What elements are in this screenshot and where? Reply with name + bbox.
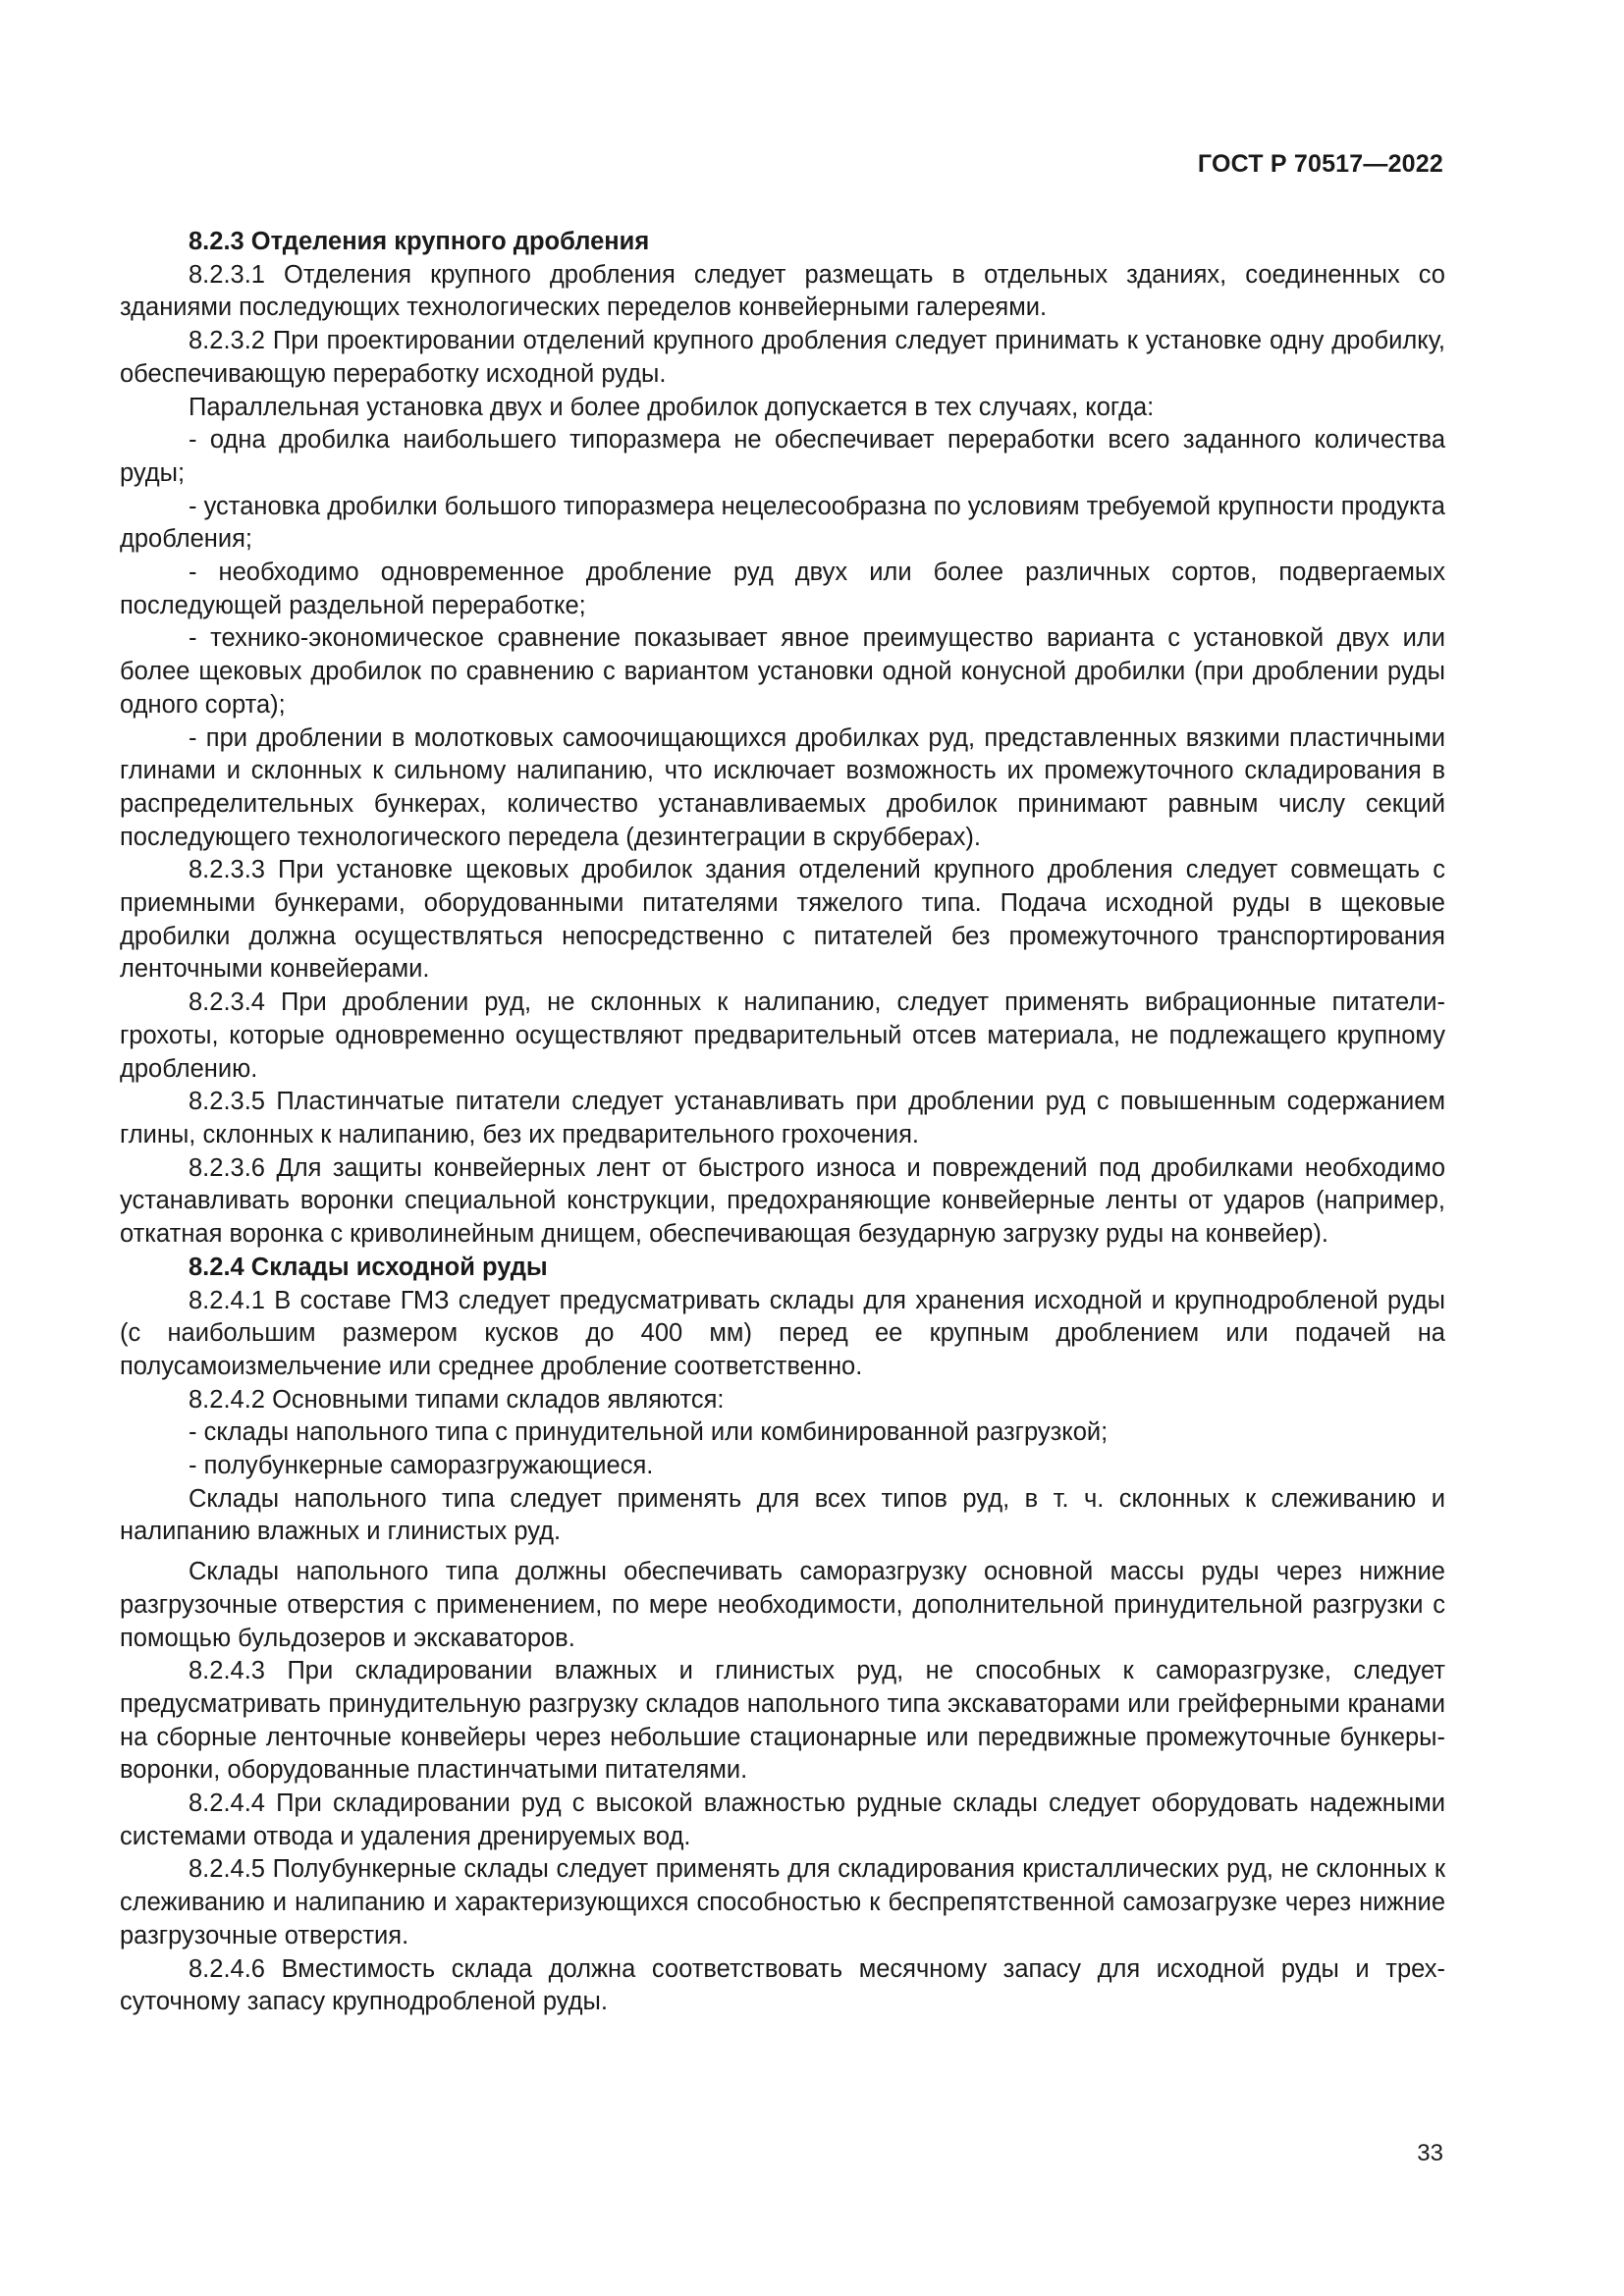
body-paragraph: 8.2.4.5 Полубункерные склады следует применять для складирования кристаллических руд, не склонных к слеживанию и налипанию и характеризующихся способностью к беспрепятственной самозагрузке через нижние разгрузочные отверстия. <box>120 1855 1445 1949</box>
document-standard-header: ГОСТ Р 70517—2022 <box>1197 150 1443 178</box>
body-paragraph: - установка дробилки большого типоразмера нецелесообразна по условиям требуемой крупности продукта дробления; <box>120 492 1445 554</box>
body-paragraph: 8.2.3.2 При проектировании отделений крупного дробления следует принимать к установке одну дробилку, обеспечивающую переработку исходной руды. <box>120 327 1445 388</box>
body-paragraph: 8.2.4.4 При складировании руд с высокой влажностью рудные склады следует оборудовать надежными системами отвода и удаления дренируемых вод. <box>120 1789 1445 1850</box>
body-paragraph: - при дроблении в молотковых самоочищающихся дробилках руд, представленных вязкими пластичными глинами и склонных к сильному налипанию, что исключает возможность их промежуточного складирования в распределительных бункерах, количество устанавливаемых дробилок принимают равным числу секций последующего технологического передела (дезинтеграции в скрубберах). <box>120 723 1445 851</box>
body-paragraph: 8.2.4.1 В составе ГМЗ следует предусматривать склады для хранения исходной и крупнодробленой руды (с наибольшим размером кусков до 400 мм) перед ее крупным дроблением или подачей на полусамоизмельчение или среднее дробление соответственно. <box>120 1286 1445 1380</box>
body-paragraph: 8.2.3.3 При установке щековых дробилок здания отделений крупного дробления следует совмещать с приемными бункерами, оборудованными питателями тяжелого типа. Подача исходной руды в щековые дробилки должна осуществляться непосредственно с питателей без промежуточного транспортирования ленточными конвейерами. <box>120 856 1445 984</box>
body-paragraph: 8.2.4.3 При складировании влажных и глинистых руд, не способных к саморазгрузке, следует предусматривать принудительную разгрузку складов напольного типа экскаваторами или грейферными кранами на сборные ленточные конвейеры через небольшие стационарные или передвижные промежуточные бункеры-воронки, оборудованные пластинчатыми питателями. <box>120 1657 1445 1785</box>
body-paragraph: Склады напольного типа должны обеспечивать саморазгрузку основной массы руды через нижние разгрузочные отверстия с применением, по мере необходимости, дополнительной принудительной разгрузки с помощью бульдозеров и экскаваторов. <box>120 1558 1445 1652</box>
body-paragraph: - полубункерные саморазгружающиеся. <box>189 1452 654 1480</box>
body-paragraph: - одна дробилка наибольшего типоразмера не обеспечивает переработки всего заданного количества руды; <box>120 426 1445 487</box>
body-paragraph: 8.2.3.5 Пластинчатые питатели следует устанавливать при дроблении руд с повышенным содержанием глины, склонных к налипанию, без их предварительного грохочения. <box>120 1088 1445 1148</box>
body-paragraph: - необходимо одновременное дробление руд двух или более различных сортов, подвергаемых последующей раздельной переработке; <box>120 559 1445 619</box>
body-paragraph: - технико-экономическое сравнение показывает явное преимущество варианта с установкой двух или более щековых дробилок по сравнению с вариантом установки одной конусной дробилки (при дроблении руды одного сорта); <box>120 624 1445 719</box>
page-number: 33 <box>1417 2140 1443 2166</box>
section-heading: 8.2.4 Склады исходной руды <box>189 1253 548 1281</box>
body-paragraph: Склады напольного типа следует применять для всех типов руд, в т. ч. склонных к слеживанию и налипанию влажных и глинистых руд. <box>120 1484 1445 1546</box>
section-heading: 8.2.3 Отделения крупного дробления <box>189 228 650 255</box>
body-paragraph: 8.2.3.6 Для защиты конвейерных лент от быстрого износа и повреждений под дробилками необходимо устанавливать воронки специальной конструкции, предохраняющие конвейерные ленты от ударов (например, откатная воронка с криволинейным днищем, обеспечивающая безударную загрузку руды на конвейер). <box>120 1153 1445 1249</box>
body-paragraph: 8.2.4.6 Вместимость склада должна соответствовать месячному запасу для исходной руды и трехсуточному запасу крупнодробленой руды. <box>120 1954 1445 2016</box>
body-paragraph: - склады напольного типа с принудительной или комбинированной разгрузкой; <box>189 1418 1109 1447</box>
body-paragraph: 8.2.3.1 Отделения крупного дробления следует размещать в отдельных зданиях, соединенных со зданиями последующих технологических переделов конвейерными галереями. <box>120 260 1445 322</box>
body-paragraph: 8.2.3.4 При дроблении руд, не склонных к налипанию, следует применять вибрационные питатели-грохоты, которые одновременно осуществляют предварительный отсев материала, не подлежащего крупному дроблению. <box>120 988 1445 1083</box>
body-paragraph: Параллельная установка двух и более дробилок допускается в тех случаях, когда: <box>189 393 1155 421</box>
body-paragraph: 8.2.4.2 Основными типами складов являются: <box>189 1385 725 1414</box>
document-body <box>120 226 1445 2019</box>
